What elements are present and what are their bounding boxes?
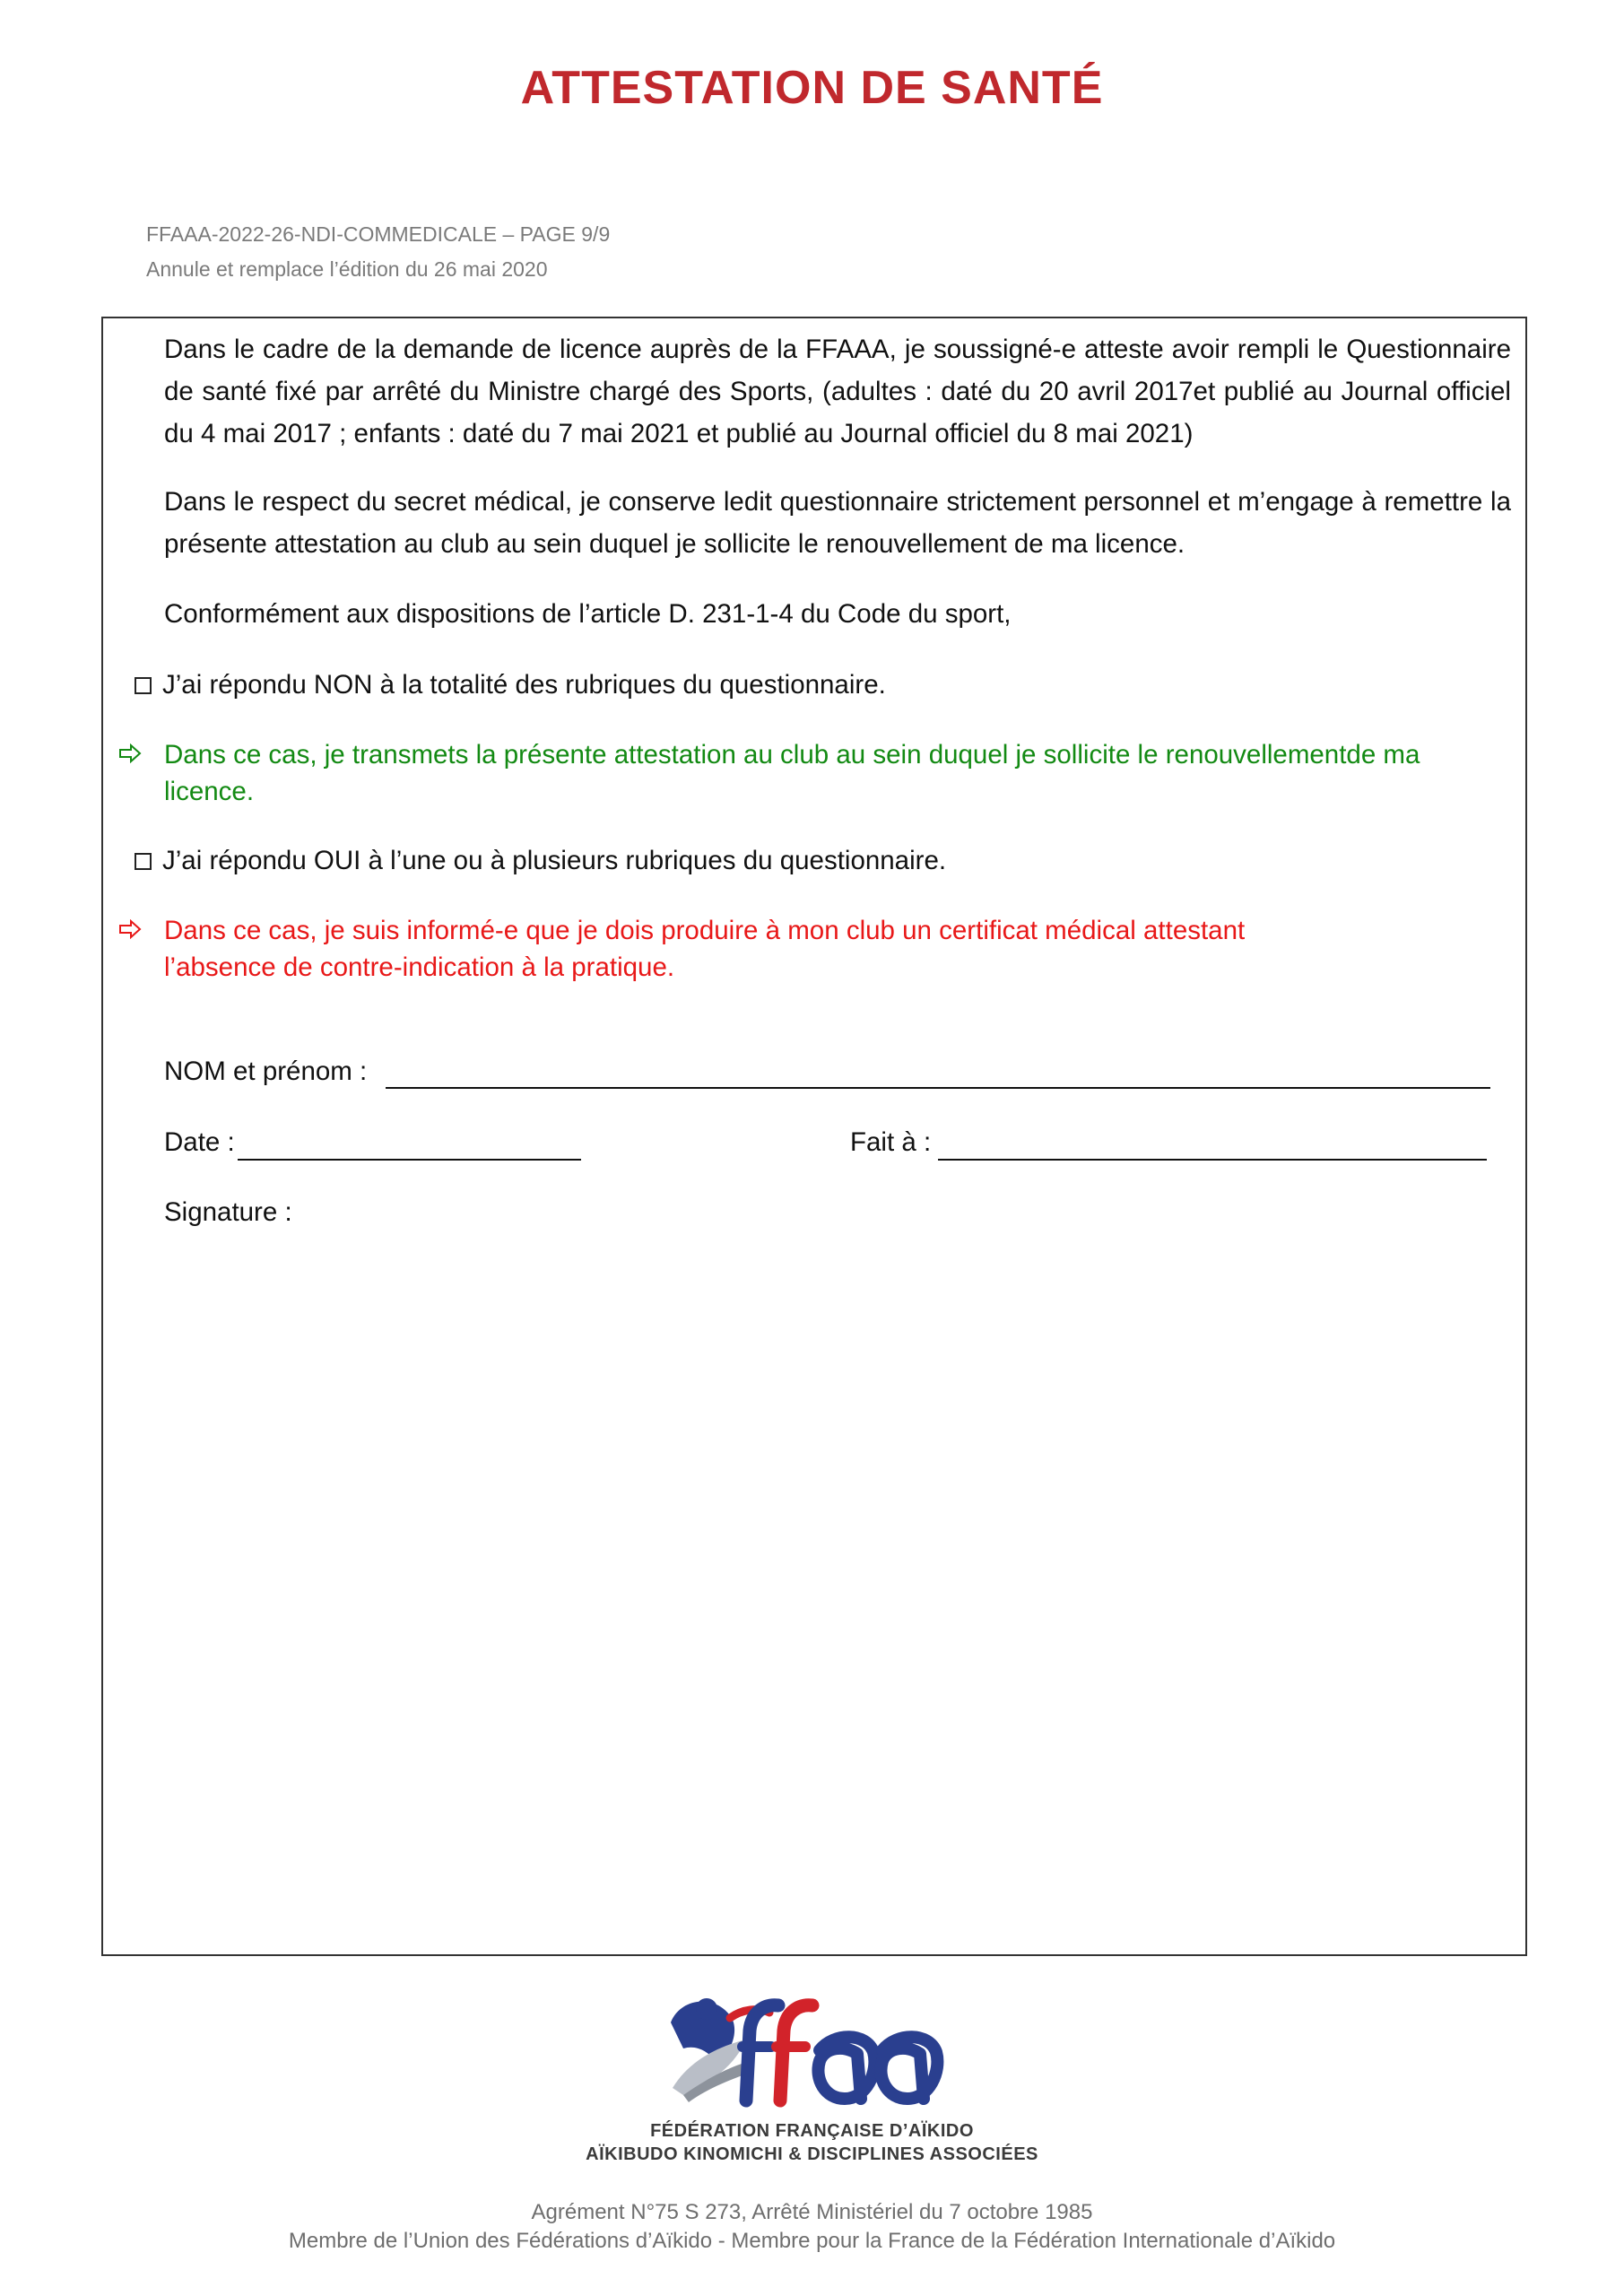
signature-area[interactable] (164, 1247, 1491, 1928)
footer-line-2: Membre de l’Union des Fédérations d’Aïkido - Membre pour la France de la Fédération Internationale d’Aïkido (288, 2229, 1336, 2253)
footer-line-1: Agrément N°75 S 273, Arrêté Ministériel du 7 octobre 1985 (531, 2200, 1093, 2224)
option-yes-consequence-line-2: l’absence de contre-indication à la pratique. (164, 952, 675, 982)
option-yes-row[interactable] (135, 843, 946, 879)
option-no-checkbox[interactable] (135, 677, 152, 694)
intro-paragraph: Dans le cadre de la demande de licence auprès de la FFAAA, je soussigné-e atteste avoir rempli le Questionnaire de santé fixé par arrêté du Ministre chargé des Sports, (adultes : daté du 20 avril 2017et publié au Journal officiel du 4 mai 2017 ; enfants : daté du 7 mai 2021 et publié au Journal officiel du 8 mai 2021) (164, 335, 1511, 448)
option-yes-checkbox[interactable] (135, 853, 152, 870)
confidentiality-paragraph: Dans le respect du secret médical, je conserve ledit questionnaire strictement personnel et m’engage à remettre la présente attestation au club au sein duquel je sollicite le renouvellement de ma licence. (164, 487, 1511, 559)
date-input-line[interactable] (238, 1159, 581, 1161)
place-input-line[interactable] (938, 1159, 1487, 1161)
document-reference: FFAAA-2022-26-NDI-COMMEDICALE – PAGE 9/9 (146, 222, 611, 246)
legal-reference-paragraph: Conformément aux dispositions de l’article D. 231-1-4 du Code du sport, (164, 599, 1012, 629)
option-no-consequence: Dans ce cas, je transmets la présente attestation au club au sein duquel je sollicite le renouvellementde ma licence. (164, 740, 1420, 806)
edition-note: Annule et remplace l’édition du 26 mai 2020 (146, 257, 548, 281)
logo-line-2: AÏKIBUDO KINOMICHI & DISCIPLINES ASSOCIÉES (586, 2144, 1038, 2164)
arrow-right-icon (118, 919, 142, 939)
ffaaa-logo-icon (653, 1982, 976, 2117)
arrow-right-icon (118, 744, 142, 763)
option-yes-consequence-line-1: Dans ce cas, je suis informé-e que je dois produire à mon club un certificat médical attestant (164, 916, 1246, 945)
name-input-line[interactable] (386, 1087, 1490, 1089)
place-label: Fait à : (850, 1127, 932, 1157)
signature-label: Signature : (164, 1197, 292, 1227)
name-label: NOM et prénom : (164, 1057, 368, 1086)
option-yes-label: J’ai répondu OUI à l’une ou à plusieurs rubriques du questionnaire. (162, 846, 947, 875)
logo-line-1: FÉDÉRATION FRANÇAISE D’AÏKIDO (650, 2121, 974, 2141)
option-no-row[interactable] (135, 667, 886, 703)
option-no-label: J’ai répondu NON à la totalité des rubriques du questionnaire. (162, 670, 886, 700)
date-label: Date : (164, 1127, 235, 1157)
document-title: ATTESTATION DE SANTÉ (520, 62, 1104, 114)
